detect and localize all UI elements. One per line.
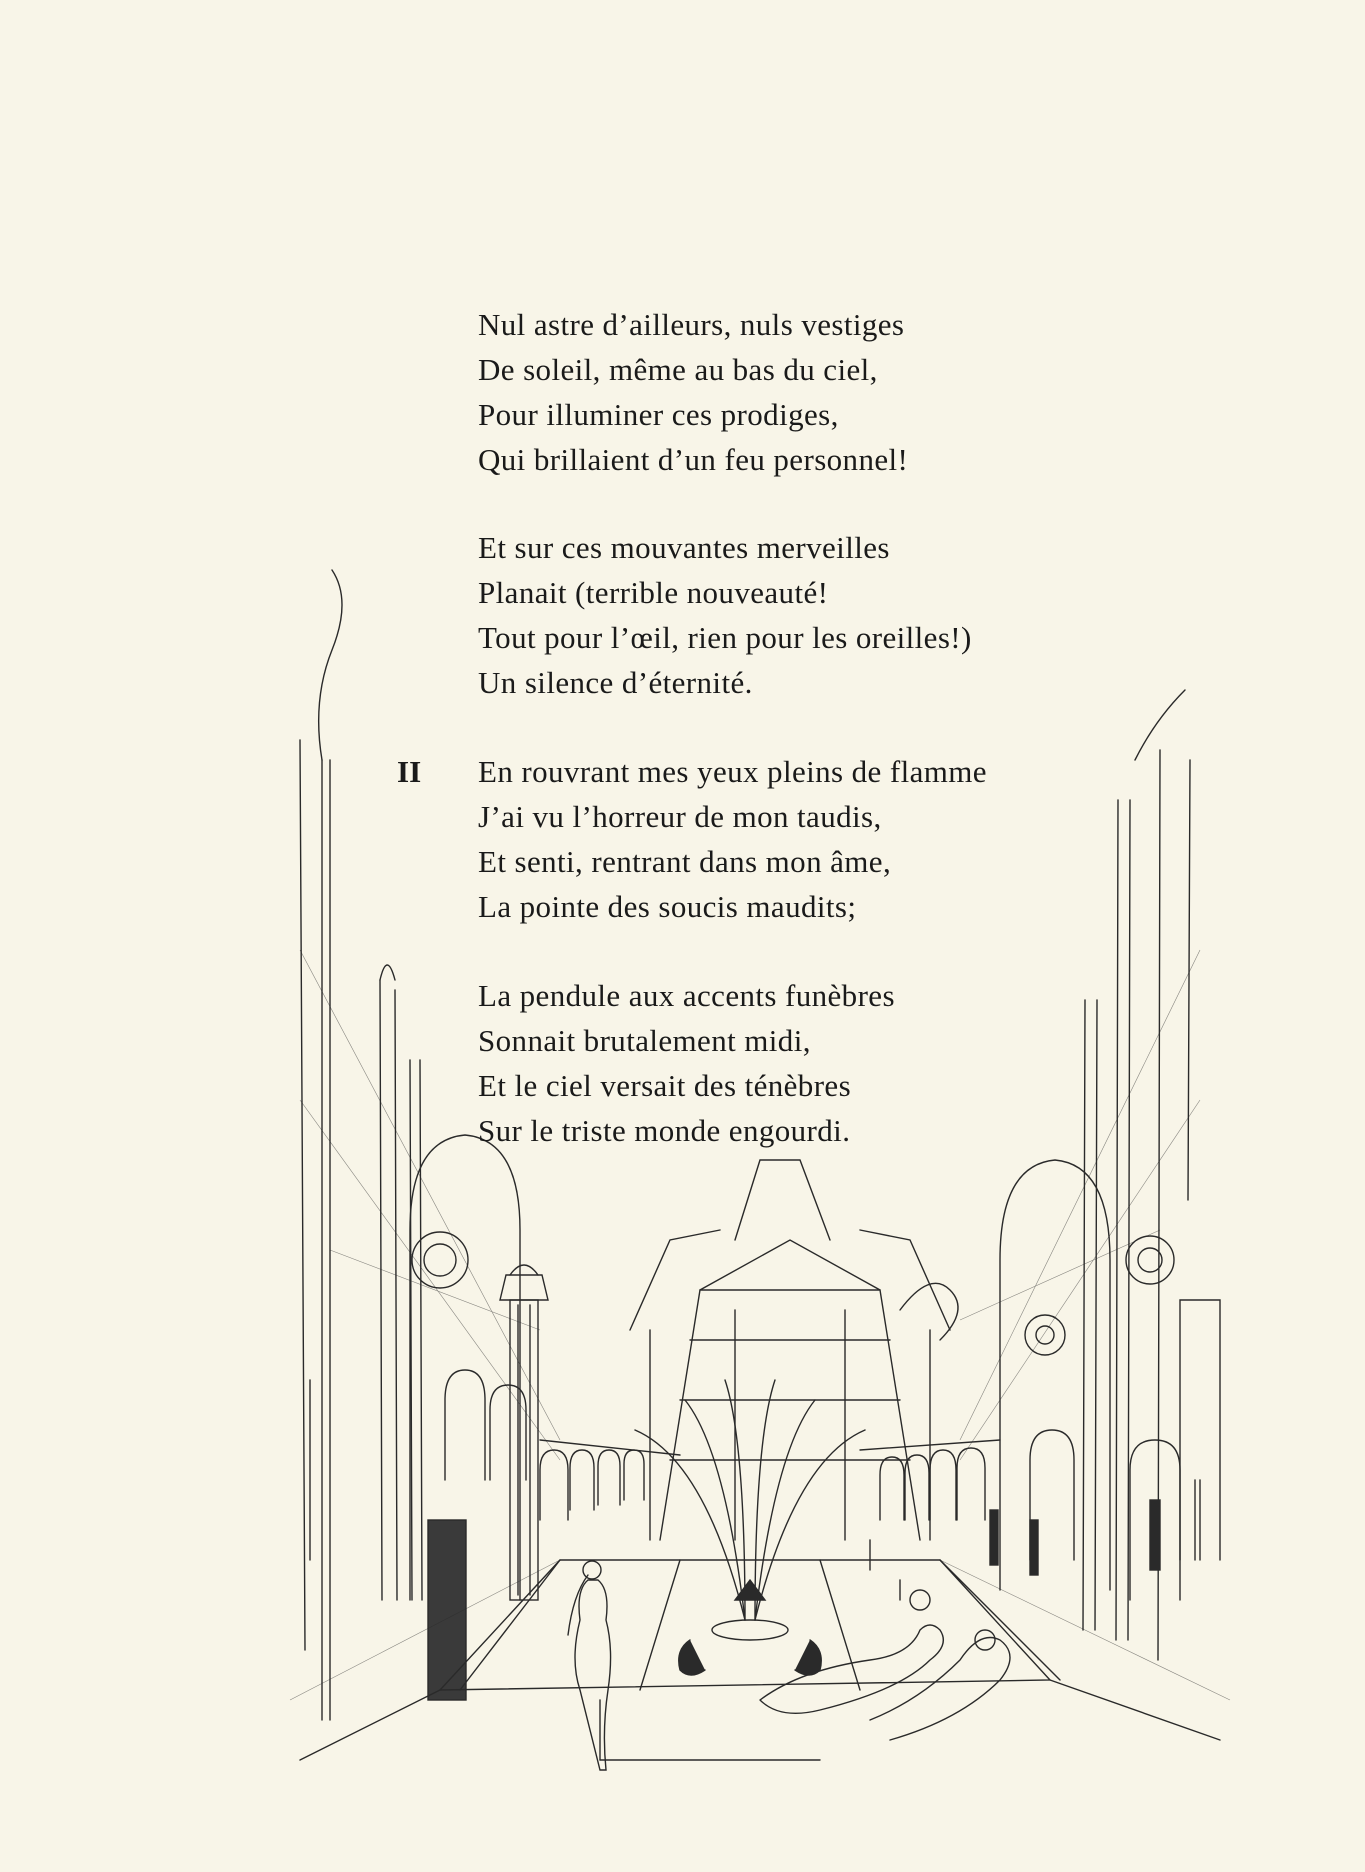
verse-line: Sur le triste monde engourdi. [478, 1113, 851, 1148]
verse-line: J’ai vu l’horreur de mon taudis, [478, 799, 882, 834]
stanza-2 [478, 525, 972, 705]
verse-line: Et sur ces mouvantes merveilles [478, 530, 890, 565]
verse-line: Un silence d’éternité. [478, 665, 753, 700]
verse-line: La pendule aux accents funèbres [478, 978, 895, 1013]
verse-line: Et senti, rentrant dans mon âme, [478, 844, 892, 879]
section-number: II [397, 754, 422, 789]
verse-line: Qui brillaient d’un feu personnel! [478, 442, 909, 477]
stanza-1 [478, 302, 908, 482]
verse-line: Tout pour l’œil, rien pour les oreilles!) [478, 620, 972, 655]
verse-line: La pointe des soucis maudits; [478, 889, 857, 924]
verse-line: De soleil, même au bas du ciel, [478, 352, 878, 387]
verse-line: Nul astre d’ailleurs, nuls vestiges [478, 307, 905, 342]
verse-line: Sonnait brutalement midi, [478, 1023, 811, 1058]
verse-line: Planait (terrible nouveauté! [478, 575, 829, 610]
stanza-4 [478, 973, 895, 1153]
verse-line: En rouvrant mes yeux pleins de flamme [478, 754, 987, 789]
stanza-3 [478, 749, 987, 929]
verse-line: Et le ciel versait des ténèbres [478, 1068, 852, 1103]
verse-line: Pour illuminer ces prodiges, [478, 397, 839, 432]
